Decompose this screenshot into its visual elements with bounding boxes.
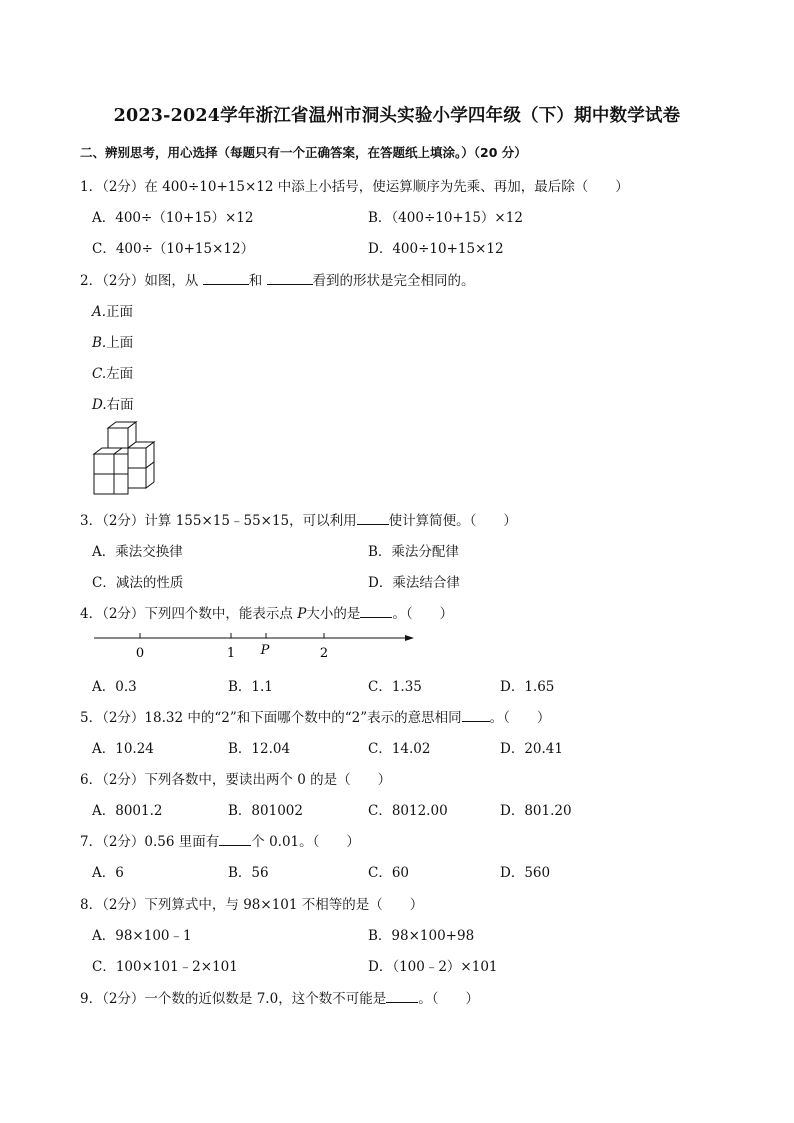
- question-7-option-c[interactable]: C．60: [368, 865, 410, 881]
- arrow-icon: [405, 635, 414, 641]
- question-9-stem-start: 9．（2分）一个数的近似数是 7.0，这个数不可能是: [80, 991, 387, 1007]
- question-7-option-a[interactable]: A．6: [92, 865, 124, 881]
- answer-blank[interactable]: [203, 270, 249, 285]
- question-2-stem: [80, 269, 475, 289]
- question-7-option-d[interactable]: D．560: [500, 865, 551, 881]
- question-8-option-c[interactable]: C．100×101﹣2×101: [92, 959, 238, 975]
- question-3-option-b[interactable]: B．乘法分配律: [368, 544, 459, 560]
- question-7-option-b[interactable]: B．56: [228, 865, 269, 881]
- question-3-option-d[interactable]: D．乘法结合律: [368, 575, 460, 591]
- question-3-option-a[interactable]: A．乘法交换律: [92, 544, 183, 560]
- answer-blank[interactable]: [357, 510, 389, 525]
- question-2-option-d[interactable]: [92, 393, 134, 413]
- question-1-option-a[interactable]: A．400÷（10+15）×12: [92, 210, 254, 226]
- question-6-stem: 6．（2分）下列各数中，要读出两个 0 的是（ ）: [80, 772, 392, 788]
- option-letter: D.: [92, 397, 107, 413]
- number-line: [92, 630, 422, 666]
- tick-label-p: P: [260, 643, 270, 658]
- question-6-option-c[interactable]: C．8012.00: [368, 803, 448, 819]
- option-text: 左面: [106, 366, 134, 382]
- question-3-stem: [80, 509, 517, 529]
- question-2-option-b[interactable]: [92, 331, 133, 351]
- point-p-label: P: [297, 606, 307, 622]
- question-2-option-a[interactable]: [92, 300, 133, 320]
- question-5-option-a[interactable]: A．10.24: [92, 741, 154, 757]
- question-8-option-a[interactable]: A．98×100﹣1: [92, 928, 192, 944]
- question-7-stem: [80, 830, 360, 850]
- question-2-stem-end: 看到的形状是完全相同的。: [312, 273, 475, 289]
- question-8-option-b[interactable]: B．98×100+98: [368, 928, 475, 944]
- question-9-stem-end: 。（ ）: [418, 991, 479, 1007]
- question-1-stem: 1．（2分）在 400÷10+15×12 中添上小括号，使运算顺序为先乘、再加，最后除（ ）: [80, 179, 629, 195]
- question-3-stem-start: 3．（2分）计算 155×15﹣55×15，可以利用: [80, 513, 357, 529]
- question-4-option-b[interactable]: B．1.1: [228, 679, 273, 695]
- option-letter: B.: [92, 335, 107, 351]
- question-4-option-c[interactable]: C．1.35: [368, 679, 422, 695]
- question-1-option-c[interactable]: C．400÷（10+15×12）: [92, 241, 255, 257]
- tick-label-0: 0: [135, 646, 145, 661]
- question-9-stem: [80, 987, 479, 1007]
- question-8-stem: 8．（2分）下列算式中，与 98×101 不相等的是（ ）: [80, 897, 424, 913]
- answer-blank[interactable]: [462, 707, 490, 722]
- option-text: 上面: [106, 335, 134, 351]
- option-letter: C.: [92, 366, 107, 382]
- question-5-option-b[interactable]: B．12.04: [228, 741, 291, 757]
- question-4-stem: [80, 602, 453, 622]
- question-5-option-c[interactable]: C．14.02: [368, 741, 431, 757]
- question-6-option-a[interactable]: A．8001.2: [92, 803, 163, 819]
- answer-blank[interactable]: [219, 831, 251, 846]
- question-7-stem-start: 7．（2分）0.56 里面有: [80, 834, 220, 850]
- question-4-stem-start: 4．（2分）下列四个数中，能表示点: [80, 606, 298, 622]
- question-5-option-d[interactable]: D．20.41: [500, 741, 563, 757]
- question-5-stem-start: 5．（2分）18.32 中的“2”和下面哪个数中的“2”表示的意思相同: [80, 710, 462, 726]
- option-letter: A.: [92, 304, 107, 320]
- question-8-option-d[interactable]: D．（100﹣2）×101: [368, 959, 498, 975]
- tick-label-1: 1: [226, 646, 236, 661]
- question-4-stem-end: 。（ ）: [392, 606, 454, 622]
- question-2-option-c[interactable]: [92, 362, 133, 382]
- question-1-option-b[interactable]: B．（400÷10+15）×12: [368, 210, 523, 226]
- question-7-stem-end: 个 0.01。（ ）: [251, 834, 360, 850]
- cube-stack-figure: [92, 420, 162, 500]
- answer-blank[interactable]: [360, 603, 392, 618]
- section-heading: 二、辨别思考，用心选择（每题只有一个正确答案，在答题纸上填涂。）（20 分）: [80, 145, 527, 160]
- question-6-option-b[interactable]: B．801002: [228, 803, 303, 819]
- question-5-stem-end: 。（ ）: [489, 710, 551, 726]
- question-5-stem: [80, 706, 550, 726]
- option-text: 正面: [106, 304, 134, 320]
- question-1-option-d[interactable]: D．400÷10+15×12: [368, 241, 504, 257]
- answer-blank[interactable]: [267, 270, 313, 285]
- question-2-stem-middle: 和: [248, 273, 267, 289]
- question-4-option-d[interactable]: D．1.65: [500, 679, 555, 695]
- page-title: 2023-2024学年浙江省温州市洞头实验小学四年级（下）期中数学试卷: [113, 106, 681, 126]
- question-4-stem-middle: 大小的是: [306, 606, 361, 622]
- option-text: 右面: [106, 397, 134, 413]
- question-2-stem-start: 2．（2分）如图，从: [80, 273, 203, 289]
- question-6-option-d[interactable]: D．801.20: [500, 803, 572, 819]
- answer-blank[interactable]: [386, 988, 418, 1003]
- tick-label-2: 2: [319, 646, 329, 661]
- question-4-option-a[interactable]: A．0.3: [92, 679, 137, 695]
- question-3-stem-end: 使计算简便。（ ）: [388, 513, 517, 529]
- question-3-option-c[interactable]: C．减法的性质: [92, 575, 184, 591]
